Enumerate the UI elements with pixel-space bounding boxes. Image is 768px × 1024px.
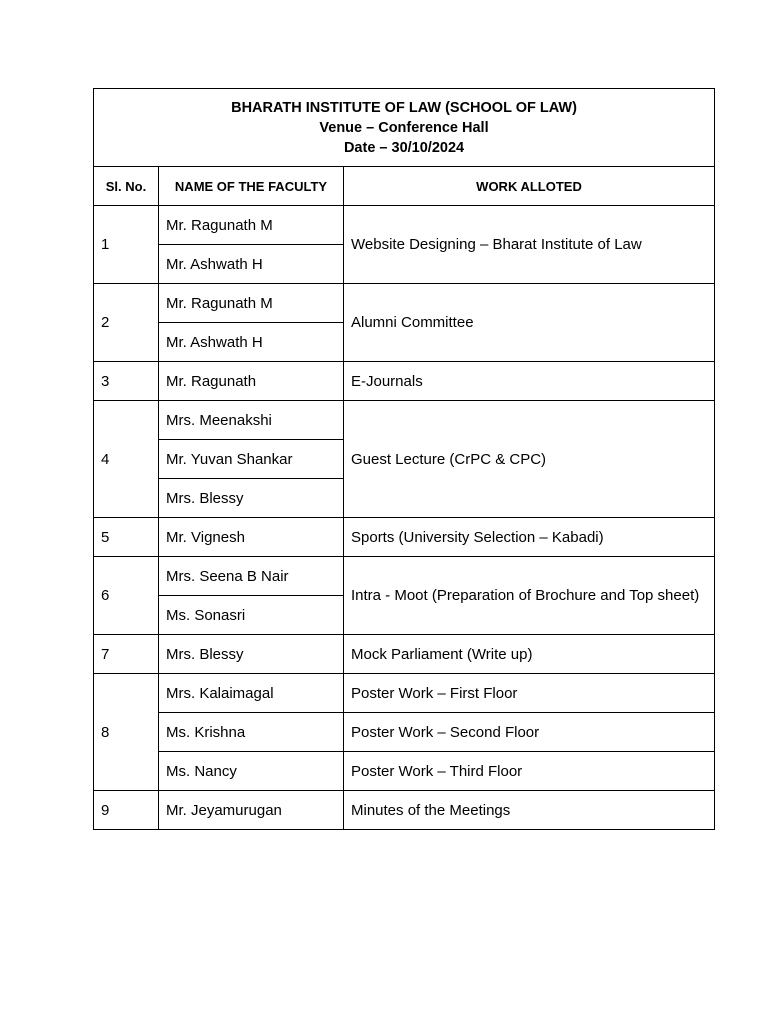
work-cell: Poster Work – Second Floor [344,713,715,752]
sl-no-cell: 4 [94,401,159,518]
column-header-faculty: NAME OF THE FACULTY [159,167,344,206]
faculty-cell: Mrs. Blessy [159,635,344,674]
table-row [94,557,715,596]
faculty-cell: Mr. Jeyamurugan [159,791,344,830]
sl-no-cell: 2 [94,284,159,362]
sl-no-cell: 7 [94,635,159,674]
title-row [94,89,715,167]
sl-no-cell: 3 [94,362,159,401]
work-cell: Minutes of the Meetings [344,791,715,830]
table-row [94,284,715,323]
work-cell: Intra - Moot (Preparation of Brochure and Top sheet) [344,557,715,635]
date: Date – 30/10/2024 [343,139,465,156]
faculty-cell: Ms. Sonasri [159,596,344,635]
work-cell: Guest Lecture (CrPC & CPC) [344,401,715,518]
work-cell: Alumni Committee [344,284,715,362]
table-row [94,518,715,557]
faculty-cell: Mr. Ragunath M [159,284,344,323]
sl-no-cell: 8 [94,674,159,791]
faculty-cell: Ms. Nancy [159,752,344,791]
column-header-sl-no: Sl. No. [94,167,159,206]
table-row [94,401,715,440]
table-row [94,362,715,401]
document-title [94,89,715,167]
faculty-cell: Mrs. Seena B Nair [159,557,344,596]
sl-no-cell: 5 [94,518,159,557]
table-row [94,752,715,791]
faculty-cell: Mrs. Blessy [159,479,344,518]
sl-no-cell: 1 [94,206,159,284]
work-cell: Website Designing – Bharat Institute of Law [344,206,715,284]
table-row [94,713,715,752]
faculty-cell: Mr. Ragunath M [159,206,344,245]
table-row [94,635,715,674]
work-cell: Mock Parliament (Write up) [344,635,715,674]
faculty-cell: Mr. Ashwath H [159,245,344,284]
faculty-cell: Mr. Ashwath H [159,323,344,362]
work-cell: Poster Work – First Floor [344,674,715,713]
faculty-cell: Mr. Vignesh [159,518,344,557]
work-cell: Sports (University Selection – Kabadi) [344,518,715,557]
column-header-row [94,167,715,206]
sl-no-cell: 6 [94,557,159,635]
table-row [94,206,715,245]
sl-no-cell: 9 [94,791,159,830]
venue: Venue – Conference Hall [319,119,489,136]
work-cell: Poster Work – Third Floor [344,752,715,791]
faculty-cell: Mrs. Meenakshi [159,401,344,440]
work-cell: E-Journals [344,362,715,401]
faculty-cell: Mr. Yuvan Shankar [159,440,344,479]
table-row [94,791,715,830]
column-header-work: WORK ALLOTED [344,167,715,206]
faculty-cell: Ms. Krishna [159,713,344,752]
table-row [94,674,715,713]
faculty-cell: Mrs. Kalaimagal [159,674,344,713]
faculty-cell: Mr. Ragunath [159,362,344,401]
work-allotment-table [93,88,715,830]
institute-name: BHARATH INSTITUTE OF LAW (SCHOOL OF LAW) [231,99,577,116]
